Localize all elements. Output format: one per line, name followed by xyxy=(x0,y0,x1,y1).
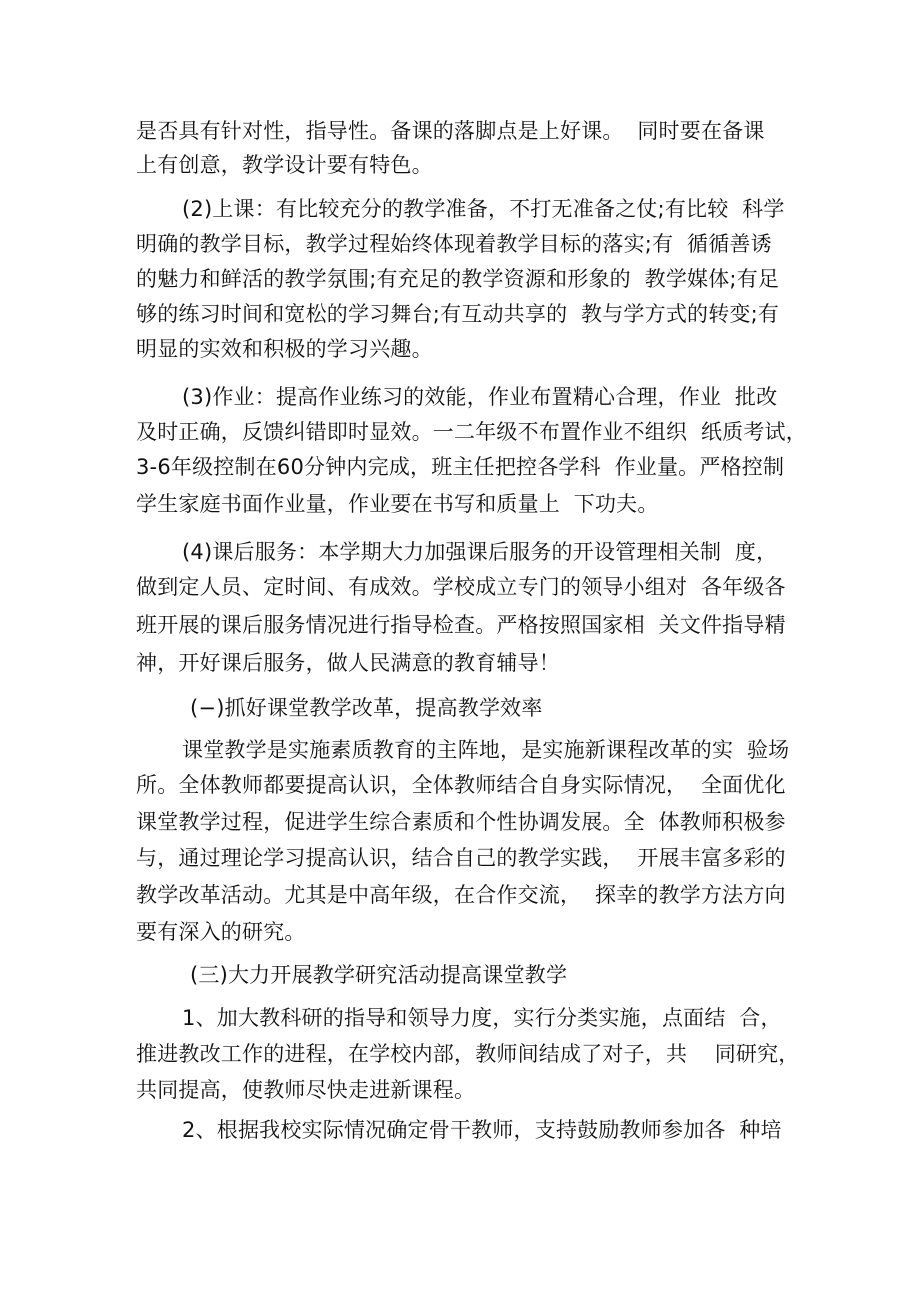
text-line-14: 班开展的课后服务情况进行指导检查。严格按照国家相 关文件指导精 xyxy=(136,613,786,637)
text-line-19: 课堂教学过程，促进学生综合素质和个性协调发展。全 体教师积极参 xyxy=(136,810,786,834)
text-line-26: 共同提高，使教师尽快走进新课程。 xyxy=(136,1078,476,1102)
text-line-12: (4)课后服务：本学期大力加强课后服务的开设管理相关制 度， xyxy=(182,540,778,564)
text-line-9: 及时正确，反馈纠错即时显效。一二年级不布置作业不组织 纸质考试， xyxy=(136,420,807,444)
text-line-20: 与，通过理论学习提高认识，结合自己的教学实践， 开展丰富多彩的 xyxy=(136,846,786,870)
text-line-1: 是否具有针对性，指导性。备课的落脚点是上好课。 同时要在备课 xyxy=(136,119,765,143)
text-line-11: 学生家庭书面作业量，作业要在书写和质量上 下功夫。 xyxy=(136,492,659,516)
text-line-3: (2)上课：有比较充分的教学准备，不打无准备之仗;有比较 科学 xyxy=(182,197,785,221)
text-line-24: 1、加大教科研的指导和领导力度，实行分类实施，点面结 合， xyxy=(182,1006,782,1030)
text-line-18: 所。全体教师都要提高认识，全体教师结合自身实际情况， 全面优化 xyxy=(136,773,786,797)
text-line-17: 课堂教学是实施素质教育的主阵地，是实施新课程改革的实 验场 xyxy=(182,738,790,762)
text-line-22: 要有深入的研究。 xyxy=(136,920,306,944)
section-heading-2: (−)抓好课堂教学改革，提高教学效率 xyxy=(190,696,543,720)
text-line-2: 上有创意，教学设计要有特色。 xyxy=(136,153,433,177)
text-line-13: 做到定人员、定时间、有成效。学校成立专门的领导小组对 各年级各 xyxy=(136,575,786,599)
text-line-21: 教学改革活动。尤其是中高年级，在合作交流， 探幸的教学方法方向 xyxy=(136,883,786,907)
text-line-8: (3)作业：提高作业练习的效能，作业布置精心合理，作业 批改 xyxy=(182,385,778,409)
text-line-15: 神，开好课后服务，做人民满意的教育辅导！ xyxy=(136,651,560,675)
text-line-10: 3-6年级控制在60分钟内完成，班主任把控各学科 作业量。严格控制 xyxy=(136,455,785,479)
text-line-6: 够的练习时间和宽松的学习舞台;有互动共享的 教与学方式的转变;有 xyxy=(136,302,780,326)
text-line-7: 明显的实效和积极的学习兴趣。 xyxy=(136,337,433,361)
text-line-27: 2、根据我校实际情况确定骨干教师，支持鼓励教师参加各 种培 xyxy=(182,1118,782,1142)
text-line-25: 推进教改工作的进程，在学校内部，教师间结成了对子，共 同研究， xyxy=(136,1042,800,1066)
text-line-5: 的魅力和鲜活的教学氛围;有充足的教学资源和形象的 教学媒体;有足 xyxy=(136,267,780,291)
section-heading-3: (三)大力开展教学研究活动提高课堂教学 xyxy=(190,963,568,987)
text-line-4: 明确的教学目标，教学过程始终体现着教学目标的落实;有 循循善诱 xyxy=(136,232,772,256)
